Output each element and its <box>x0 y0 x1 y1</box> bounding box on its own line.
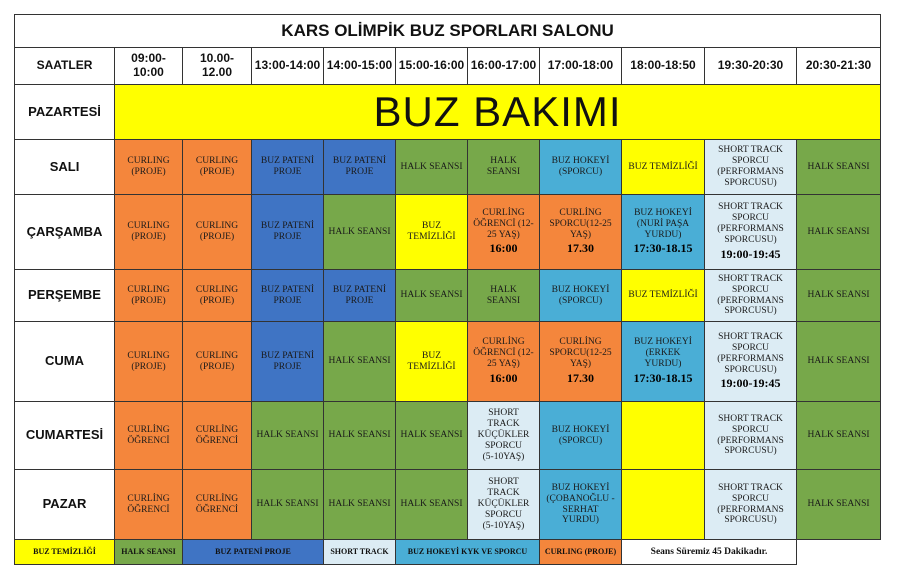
session-text: HALK SEANSI <box>807 430 870 441</box>
session-cell <box>797 195 881 270</box>
session-text: BUZ PATENİ <box>332 284 387 295</box>
session-text: HALK SEANSI <box>400 161 463 172</box>
session-text: SPORCU <box>732 424 769 435</box>
session-cell <box>115 322 183 402</box>
session-text: YAŞ) <box>569 229 592 240</box>
session-text: (PROJE) <box>199 361 235 372</box>
session-cell <box>324 270 396 322</box>
session-text: BUZ PATENİ <box>260 221 315 232</box>
session-text: HALK SEANSI <box>328 430 391 441</box>
schedule-table <box>14 14 881 565</box>
session-text: HALK SEANSI <box>400 290 463 301</box>
session-text: SPORCU(12-25 <box>549 218 612 229</box>
session-text: (PROJE) <box>131 232 166 242</box>
session-text: (PERFORMANS <box>717 353 784 364</box>
session-cell <box>622 402 705 470</box>
session-cell <box>252 322 324 402</box>
session-cell <box>540 402 622 470</box>
session-cell <box>396 402 468 470</box>
session-text: SEANSI <box>486 167 521 177</box>
session-text: HALK SEANSI <box>807 290 870 301</box>
session-text: HALK SEANSI <box>328 356 391 367</box>
session-time: 17:30-18.15 <box>633 370 693 385</box>
session-text: (PROJE) <box>199 167 235 177</box>
session-text: YAŞ) <box>569 359 592 370</box>
session-cell <box>252 140 324 195</box>
session-text: ÖĞRENCİ (12- <box>473 218 534 229</box>
session-text: CURLİNG <box>482 337 525 348</box>
session-cell <box>115 270 183 322</box>
session-text: CURLİNG <box>482 207 525 218</box>
session-text: (PERFORMANS <box>717 504 784 515</box>
session-text: SHORT TRACK <box>718 273 783 284</box>
session-text: CURLING <box>127 156 170 167</box>
session-text: (PERFORMANS <box>717 435 784 446</box>
session-cell <box>540 195 622 270</box>
session-text: SPORCU <box>732 284 769 295</box>
session-cell <box>324 470 396 540</box>
session-cell <box>797 140 881 195</box>
session-text: BUZ PATENİ <box>332 156 387 167</box>
session-cell <box>183 195 252 270</box>
session-text: CURLING <box>195 350 239 361</box>
page-title: KARS OLİMPİK BUZ SPORLARI SALONU <box>15 15 881 48</box>
session-text: SPORCU <box>732 493 769 504</box>
session-text: (5-10YAŞ) <box>482 520 525 531</box>
session-text: BUZ HOKEYİ <box>551 482 610 493</box>
session-text: CURLING <box>127 350 170 361</box>
session-text: PROJE <box>273 295 302 306</box>
day-label: PAZAR <box>15 470 115 540</box>
session-time: 19:00-19:45 <box>720 246 781 261</box>
session-text: HALK SEANSI <box>400 499 463 510</box>
session-text: (PROJE) <box>131 361 166 372</box>
session-text: BUZ HOKEYİ <box>634 207 692 218</box>
session-time: 16:00 <box>489 370 518 385</box>
session-text: (5-10YAŞ) <box>482 451 525 462</box>
session-text: BUZ PATENİ <box>260 156 315 167</box>
session-text: SPORCUSU) <box>724 177 777 188</box>
session-text: ÖĞRENCİ <box>195 504 239 515</box>
session-text: BUZ HOKEYİ <box>634 337 692 348</box>
session-text: SERHAT <box>562 504 599 515</box>
session-text: SHORT TRACK <box>718 482 783 493</box>
session-text: BUZ TEMİZLİĞİ <box>628 290 698 301</box>
session-text: (SPORCU) <box>558 167 603 177</box>
session-text: TRACK <box>487 488 520 499</box>
session-text: SEANSI <box>486 295 521 306</box>
day-label: PERŞEMBE <box>15 270 115 322</box>
day-label: CUMARTESİ <box>15 402 115 470</box>
session-text: CURLİNG <box>559 207 602 218</box>
time-slot-header: 20:30-21:30 <box>797 48 881 85</box>
session-text: BUZ <box>422 221 441 232</box>
session-cell <box>396 322 468 402</box>
session-time: 19:00-19:45 <box>720 376 781 391</box>
session-cell <box>324 322 396 402</box>
session-time: 17:30-18.15 <box>633 241 693 256</box>
session-cell <box>468 270 540 322</box>
session-text: SPORCUSU) <box>724 235 777 246</box>
session-cell <box>705 195 797 270</box>
session-text: (PROJE) <box>199 295 235 306</box>
session-cell <box>252 195 324 270</box>
session-cell <box>396 270 468 322</box>
session-text: HALK SEANSI <box>256 430 319 441</box>
session-cell <box>797 402 881 470</box>
session-text: (SPORCU) <box>558 435 603 446</box>
session-text: SPORCUSU) <box>724 446 777 457</box>
session-cell <box>468 140 540 195</box>
session-text: SPORCU(12-25 <box>549 348 612 359</box>
session-text: BUZ HOKEYİ <box>551 424 610 435</box>
session-text: BUZ PATENİ <box>260 350 315 361</box>
session-duration-note: Seans Süremiz 45 Dakikadır. <box>622 540 797 565</box>
session-text: HALK SEANSI <box>328 499 391 510</box>
session-text: SPORCU <box>732 342 769 353</box>
session-cell <box>324 402 396 470</box>
session-text: (PROJE) <box>131 167 166 177</box>
session-text: SHORT TRACK <box>718 202 783 213</box>
session-text: (PERFORMANS <box>717 167 784 177</box>
session-text: HALK SEANSI <box>807 161 870 172</box>
header-saatler: SAATLER <box>15 48 115 85</box>
session-text: CURLING <box>195 156 239 167</box>
session-text: PROJE <box>345 167 374 177</box>
session-text: 25 YAŞ) <box>487 229 520 240</box>
ice-maintenance-banner: BUZ BAKIMI <box>115 85 881 140</box>
schedule-row <box>15 140 881 195</box>
session-text: SHORT <box>488 477 519 488</box>
session-text: CURLING <box>195 284 239 295</box>
session-text: HALK SEANSI <box>400 430 463 441</box>
session-cell <box>797 270 881 322</box>
session-text: YURDU) <box>644 359 682 370</box>
session-text: PROJE <box>273 232 302 242</box>
schedule-row <box>15 402 881 470</box>
legend-item: BUZ TEMİZLİĞİ <box>15 540 115 565</box>
session-text: YURDU) <box>562 515 599 526</box>
session-cell <box>797 322 881 402</box>
session-cell <box>705 470 797 540</box>
session-text: CURLİNG <box>559 337 602 348</box>
time-slot-header: 19:30-20:30 <box>705 48 797 85</box>
session-text: TEMİZLİĞİ <box>407 232 456 242</box>
session-cell <box>183 470 252 540</box>
session-text: BUZ <box>422 350 441 361</box>
session-cell <box>622 470 705 540</box>
session-text: 25 YAŞ) <box>487 359 520 370</box>
session-text: ÖĞRENCİ (12- <box>473 348 534 359</box>
session-text: ÖĞRENCİ <box>127 435 170 446</box>
session-text: SPORCU <box>485 440 522 451</box>
session-cell <box>540 140 622 195</box>
session-text: TEMİZLİĞİ <box>407 361 456 372</box>
session-cell <box>468 402 540 470</box>
session-text: (NURİ PAŞA <box>636 218 690 229</box>
legend-item: BUZ HOKEYİ KYK VE SPORCU <box>396 540 540 565</box>
legend-item: BUZ PATENİ PROJE <box>183 540 324 565</box>
session-text: HALK SEANSI <box>807 499 870 510</box>
schedule-row <box>15 270 881 322</box>
session-text: YURDU) <box>644 229 682 240</box>
session-cell <box>183 270 252 322</box>
legend-item: HALK SEANSI <box>115 540 183 565</box>
session-cell <box>705 140 797 195</box>
session-text: BUZ HOKEYİ <box>551 284 610 295</box>
session-cell <box>705 270 797 322</box>
session-cell <box>468 470 540 540</box>
session-time: 16:00 <box>489 241 518 256</box>
session-text: KÜÇÜKLER <box>477 499 530 510</box>
session-cell <box>468 322 540 402</box>
session-cell <box>622 270 705 322</box>
session-cell <box>622 322 705 402</box>
session-text: SHORT <box>488 408 519 419</box>
session-cell <box>622 140 705 195</box>
session-cell <box>540 270 622 322</box>
session-text: SPORCUSU) <box>724 306 777 317</box>
session-cell <box>324 140 396 195</box>
session-text: CURLİNG <box>195 424 239 435</box>
session-cell <box>324 195 396 270</box>
schedule-row <box>15 322 881 402</box>
session-cell <box>396 140 468 195</box>
session-text: KÜÇÜKLER <box>477 430 530 441</box>
session-text: PROJE <box>345 295 374 306</box>
time-slot-header: 15:00-16:00 <box>396 48 468 85</box>
session-text: CURLİNG <box>127 493 170 504</box>
session-text: HALK SEANSI <box>807 226 870 237</box>
schedule-row <box>15 195 881 270</box>
time-slot-header: 13:00-14:00 <box>252 48 324 85</box>
session-cell <box>468 195 540 270</box>
day-label: SALI <box>15 140 115 195</box>
session-text: (PROJE) <box>199 232 235 242</box>
session-text: (PERFORMANS <box>717 224 784 235</box>
session-cell <box>396 195 468 270</box>
session-cell <box>115 470 183 540</box>
time-slot-header: 17:00-18:00 <box>540 48 622 85</box>
session-cell <box>183 322 252 402</box>
session-text: HALK SEANSI <box>328 226 391 237</box>
session-text: CURLING <box>127 284 170 295</box>
day-label: ÇARŞAMBA <box>15 195 115 270</box>
time-header-row <box>15 48 881 85</box>
session-text: SHORT TRACK <box>718 145 783 156</box>
session-text: (ÇOBANOĞLU - <box>546 493 615 504</box>
session-time: 17.30 <box>567 370 594 385</box>
schedule-row-monday <box>15 85 881 140</box>
session-text: HALK SEANSI <box>807 356 870 367</box>
session-cell <box>115 195 183 270</box>
session-text: SHORT TRACK <box>718 331 783 342</box>
session-cell <box>183 140 252 195</box>
session-text: BUZ TEMİZLİĞİ <box>628 161 698 172</box>
time-slot-header: 09:00-10:00 <box>115 48 183 85</box>
session-text: BUZ HOKEYİ <box>551 156 610 167</box>
time-slot-header: 18:00-18:50 <box>622 48 705 85</box>
session-text: SPORCU <box>485 509 522 520</box>
time-slot-header: 10.00-12.00 <box>183 48 252 85</box>
day-label: CUMA <box>15 322 115 402</box>
session-text: CURLING <box>127 221 170 232</box>
time-slot-header: 14:00-15:00 <box>324 48 396 85</box>
session-text: HALK <box>490 156 517 167</box>
session-text: SPORCU <box>732 156 769 167</box>
session-cell <box>396 470 468 540</box>
session-text: (ERKEK <box>645 348 681 359</box>
session-text: (SPORCU) <box>558 295 603 306</box>
session-text: ÖĞRENCİ <box>195 435 239 446</box>
session-cell <box>252 270 324 322</box>
session-cell <box>115 140 183 195</box>
session-text: (PERFORMANS <box>717 295 784 306</box>
session-time: 17.30 <box>567 241 594 256</box>
session-text: HALK SEANSI <box>256 499 319 510</box>
session-text: CURLİNG <box>127 424 170 435</box>
session-text: CURLİNG <box>195 493 239 504</box>
session-text: ÖĞRENCİ <box>127 504 170 515</box>
legend-item: SHORT TRACK <box>324 540 396 565</box>
session-cell <box>252 470 324 540</box>
day-label: PAZARTESİ <box>15 85 115 140</box>
session-text: PROJE <box>273 167 302 177</box>
session-text: SPORCU <box>732 213 769 224</box>
session-text: SPORCUSU) <box>724 364 777 375</box>
session-text: SPORCUSU) <box>724 515 777 526</box>
session-cell <box>252 402 324 470</box>
legend-row <box>15 540 881 565</box>
session-cell <box>705 322 797 402</box>
time-slot-header: 16:00-17:00 <box>468 48 540 85</box>
session-text: BUZ PATENİ <box>260 284 315 295</box>
session-text: TRACK <box>487 419 520 430</box>
legend-item: CURLING (PROJE) <box>540 540 622 565</box>
session-text: (PROJE) <box>131 295 166 306</box>
session-text: SHORT TRACK <box>718 413 783 424</box>
session-cell <box>115 402 183 470</box>
session-cell <box>540 470 622 540</box>
session-text: HALK <box>490 284 517 295</box>
session-cell <box>540 322 622 402</box>
session-cell <box>183 402 252 470</box>
session-cell <box>705 402 797 470</box>
schedule-row <box>15 470 881 540</box>
session-cell <box>622 195 705 270</box>
session-text: PROJE <box>273 361 302 372</box>
session-text: CURLING <box>195 221 239 232</box>
session-cell <box>797 470 881 540</box>
